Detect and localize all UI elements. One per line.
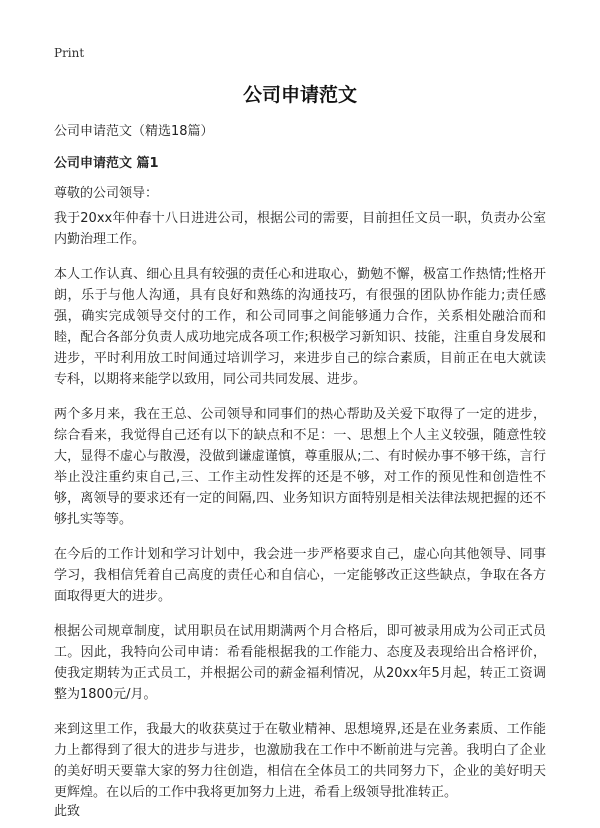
paragraph-4: 在今后的工作计划和学习计划中，我会进一步严格要求自己，虚心向其他领导、同事学习，我相信凭着自己高度的责任心和自信心，一定能够改正这些缺点，争取在各方面取得更大的进步。 xyxy=(54,547,546,604)
paragraph-2: 本人工作认真、细心且具有较强的责任心和进取心，勤勉不懈，极富工作热情;性格开朗，乐于与他人沟通，具有良好和熟练的沟通技巧，有很强的团队协作能力;责任感强，确实完成领导交付的工作，和公司同事之间能够通力合作，关系相处融洽而和睦，配合各部分负责人成功地完成各项工作;积极学习新知识、技能，注重自身发展和进步，平时利用放工时间通过培训学习，来进步自己的综合素质，目前正在电大就读专科，以期将来能学以致用，同公司共同发展、进步。 xyxy=(54,267,546,387)
paragraph-1: 我于20xx年仲春十八日进进公司，根据公司的需要，目前担任文员一职，负责办公室内勤治理工作。 xyxy=(54,211,546,247)
document-subtitle: 公司申请范文（精选18篇） xyxy=(54,124,214,139)
greeting: 尊敬的公司领导： xyxy=(54,186,159,201)
paragraph-6: 来到这里工作，我最大的收获莫过于在敬业精神、思想境界,还是在业务素质、工作能力上都得到了很大的进步与进步，也激励我在工作中不断前进与完善。我明白了企业的美好明天要靠大家的努力往创造，相信在全体员工的共同努力下，企业的美好明天更辉煌。在以后的工作中我将更加努力上进，希看上级领导批准转正。 xyxy=(54,722,546,800)
closing-line: 此致 xyxy=(54,804,81,819)
print-label: Print xyxy=(54,46,85,60)
paragraph-5: 根据公司规章制度，试用职员在试用期满两个月合格后，即可被录用成为公司正式员工。因此，我特向公司申请：希看能根据我的工作能力、态度及表现给出合格评价，使我定期转为正式员工，并根据公司的薪金福利情况，从20xx年5月起，转正工资调整为1800元/月。 xyxy=(54,624,546,702)
document-title: 公司申请范文 xyxy=(242,84,357,106)
section-heading: 公司申请范文 篇1 xyxy=(54,156,159,171)
paragraph-3: 两个多月来，我在王总、公司领导和同事们的热心帮助及关爱下取得了一定的进步，综合看来，我觉得自己还有以下的缺点和不足：一、思想上个人主义较强，随意性较大，显得不虚心与散漫，没做到谦虚谨慎，尊重服从;二、有时候办事不够干练，言行举止没注重约束自己,三、工作主动性发挥的还是不够，对工作的预见性和创造性不够，离领导的要求还有一定的间隔,四、业务知识方面特别是相关法律法规把握的还不够扎实等等。 xyxy=(54,407,546,527)
